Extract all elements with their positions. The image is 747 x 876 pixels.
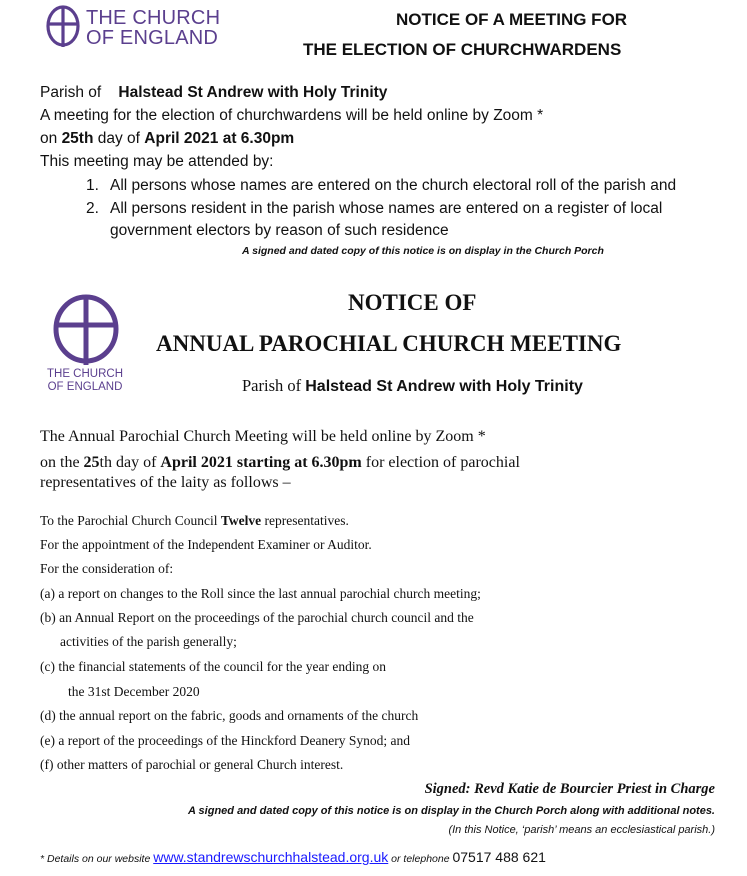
notice2-title-line1: NOTICE OF xyxy=(348,290,477,315)
notice1-item2-line2: government electors by reason of such residence xyxy=(110,222,449,239)
notice2-date-line: on the 25th day of April 2021 starting at 6.30pm for election of parochial xyxy=(40,454,520,471)
footer xyxy=(40,849,546,865)
notice2-intro-line3: representatives of the laity as follows – xyxy=(40,474,291,491)
notice1-date: on 25th day of April 2021 at 6.30pm xyxy=(40,130,295,147)
footer-mid: or telephone xyxy=(391,853,450,865)
logo-text-line1: THE CHURCH xyxy=(46,368,124,380)
notice1-title-line1: NOTICE OF A MEETING FOR xyxy=(396,10,628,29)
notice2-intro-line: The Annual Parochial Church Meeting will be held online by Zoom * xyxy=(40,428,486,445)
notice2-parish-note: (In this Notice, ‘parish’ means an ecclesiastical parish.) xyxy=(448,824,715,836)
notice1-item2-num: 2. xyxy=(86,200,99,217)
notice2-copy-note: A signed and dated copy of this notice is on display in the Church Porch along with additional notes. xyxy=(187,805,715,817)
notice2-signed: Signed: Revd Katie de Bourcier Priest in Charge xyxy=(424,781,715,797)
notice1-parish xyxy=(40,84,387,102)
notice2-item-c-line1: (c) the financial statements of the council for the year ending on xyxy=(40,659,386,674)
phone-number: 07517 488 621 xyxy=(452,849,546,865)
parish-label: Parish of xyxy=(40,84,102,101)
notice1-item1-num: 1. xyxy=(86,177,99,194)
logo-text-line2: OF ENGLAND xyxy=(47,381,123,393)
notice2-item-b-line1: (b) an Annual Report on the proceedings of the parochial church council and the xyxy=(40,610,474,625)
footer-prefix: * Details on our website xyxy=(40,853,151,865)
notice2-consideration: For the consideration of: xyxy=(40,561,174,576)
church-of-england-logo xyxy=(44,4,234,50)
notice1-item2-line1: All persons resident in the parish whose names are entered on a register of local xyxy=(110,200,663,217)
church-cross-icon xyxy=(48,292,124,366)
church-cross-icon xyxy=(44,4,82,48)
notice2-item-b-line2: activities of the parish generally; xyxy=(60,634,237,649)
notice2-pcc-line: To the Parochial Church Council Twelve representatives. xyxy=(40,513,349,528)
notice2-item-a: (a) a report on changes to the Roll since the last annual parochial church meeting; xyxy=(40,586,481,601)
notice2-item-c-line2: the 31st December 2020 xyxy=(68,684,200,699)
logo-text-line2: OF ENGLAND xyxy=(86,27,219,49)
notice1-item1: All persons whose names are entered on the church electoral roll of the parish and xyxy=(110,177,677,194)
notice2-appointment: For the appointment of the Independent Examiner or Auditor. xyxy=(40,537,372,552)
notice1-meeting-line: A meeting for the election of churchwardens will be held online by Zoom * xyxy=(40,107,544,124)
notice2-title-line2: ANNUAL PAROCHIAL CHURCH MEETING xyxy=(156,331,622,356)
notice2-item-e: (e) a report of the proceedings of the Hinckford Deanery Synod; and xyxy=(40,733,410,748)
logo-text-line1: THE CHURCH xyxy=(86,7,221,29)
notice1-signed-copy: A signed and dated copy of this notice is on display in the Church Porch xyxy=(242,245,604,257)
parish-name: Halstead St Andrew with Holy Trinity xyxy=(118,84,388,101)
notice2-item-d: (d) the annual report on the fabric, goods and ornaments of the church xyxy=(40,708,419,723)
parish-name: Halstead St Andrew with Holy Trinity xyxy=(305,378,583,395)
notice1-attend-line: This meeting may be attended by: xyxy=(40,153,274,170)
notice2-parish xyxy=(242,376,583,396)
notice1-title-line2: THE ELECTION OF CHURCHWARDENS xyxy=(303,40,622,59)
notice2-item-f: (f) other matters of parochial or general Church interest. xyxy=(40,757,344,772)
church-of-england-logo-large xyxy=(40,292,136,396)
parish-label: Parish of xyxy=(242,376,302,395)
website-link[interactable]: www.standrewschurchhalstead.org.uk xyxy=(153,849,389,865)
